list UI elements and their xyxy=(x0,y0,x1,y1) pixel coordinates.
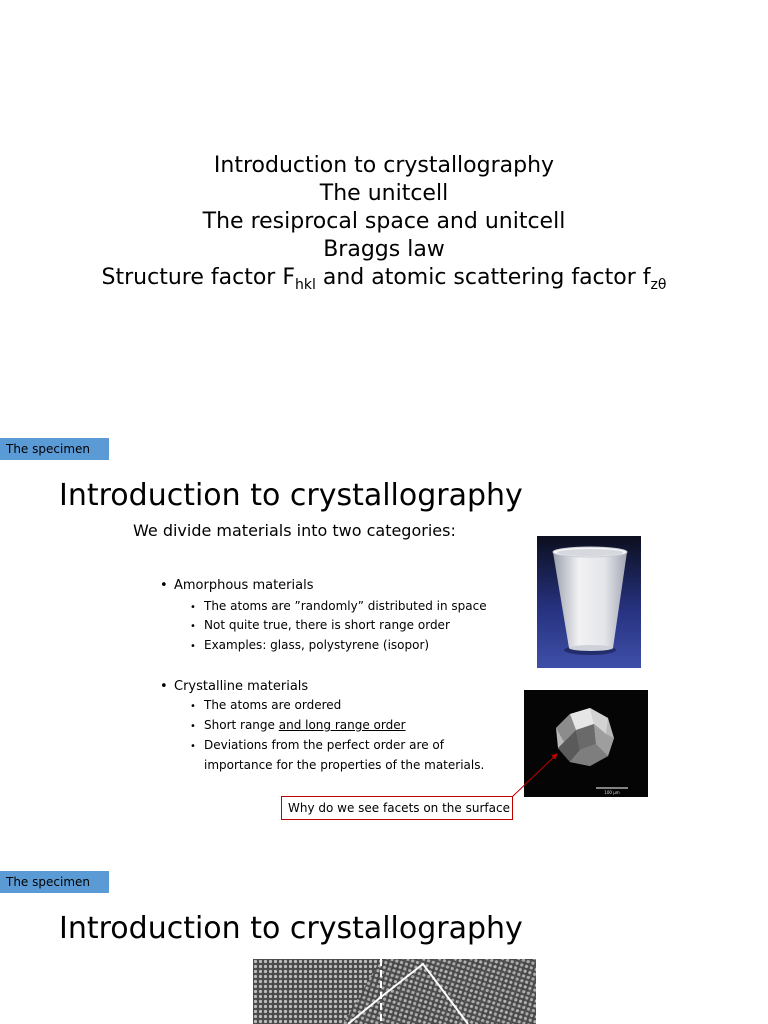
list-item xyxy=(190,736,444,756)
crystalline-label: Crystalline materials xyxy=(174,679,309,694)
crystalline-item-3: Deviations from the perfect order are of xyxy=(204,738,444,752)
bullet-crystalline xyxy=(160,677,308,696)
bullet-dot-icon: • xyxy=(190,721,196,732)
list-item xyxy=(190,597,487,617)
slide-heading-2: Introduction to crystallography xyxy=(59,911,523,946)
bullet-dot-icon: • xyxy=(160,578,168,593)
bullet-dot-icon: • xyxy=(190,621,196,632)
bullet-dot-icon: • xyxy=(190,741,196,752)
title-line-2: The unitcell xyxy=(319,181,449,206)
lattice-image xyxy=(253,959,536,1024)
title-slide-text xyxy=(0,152,768,292)
bullet-dot-icon: • xyxy=(190,701,196,712)
amorphous-item-3: Examples: glass, polystyrene (isopor) xyxy=(204,638,430,652)
bullet-dot-icon: • xyxy=(190,641,196,652)
crystalline-item-2a: Short range xyxy=(204,718,279,732)
specimen-tag-2: The specimen xyxy=(0,871,109,893)
specimen-tag: The specimen xyxy=(0,438,109,460)
question-callout: Why do we see facets on the surface xyxy=(281,796,513,820)
title-line-4: Braggs law xyxy=(323,237,445,262)
amorphous-item-1: The atoms are ”randomly” distributed in space xyxy=(204,599,487,613)
bullet-dot-icon: • xyxy=(160,679,168,694)
structure-sub-ztheta: zθ xyxy=(650,277,667,293)
crystalline-item-1: The atoms are ordered xyxy=(204,698,342,712)
bullet-amorphous xyxy=(160,576,313,595)
crystalline-item-3-cont: importance for the properties of the materials. xyxy=(204,758,485,772)
structure-prefix: Structure factor F xyxy=(101,265,295,290)
amorphous-label: Amorphous materials xyxy=(174,578,314,593)
crystalline-item-2b: and long range order xyxy=(278,718,406,732)
list-item xyxy=(190,616,450,636)
title-line-3: The resiprocal space and unitcell xyxy=(202,209,566,234)
title-line-5 xyxy=(0,264,768,292)
foam-cup-image xyxy=(537,536,641,668)
slide-subtitle: We divide materials into two categories: xyxy=(133,521,456,540)
structure-mid: and atomic scattering factor f xyxy=(315,265,651,290)
list-item xyxy=(190,716,406,736)
title-line-1: Introduction to crystallography xyxy=(213,153,555,178)
list-item xyxy=(190,636,429,656)
slide-heading: Introduction to crystallography xyxy=(59,478,523,513)
bullet-dot-icon: • xyxy=(190,602,196,613)
structure-sub-hkl: hkl xyxy=(294,277,316,293)
scale-bar-label: 100 μm xyxy=(604,790,620,795)
list-item xyxy=(190,696,341,716)
amorphous-item-2: Not quite true, there is short range order xyxy=(204,618,450,632)
